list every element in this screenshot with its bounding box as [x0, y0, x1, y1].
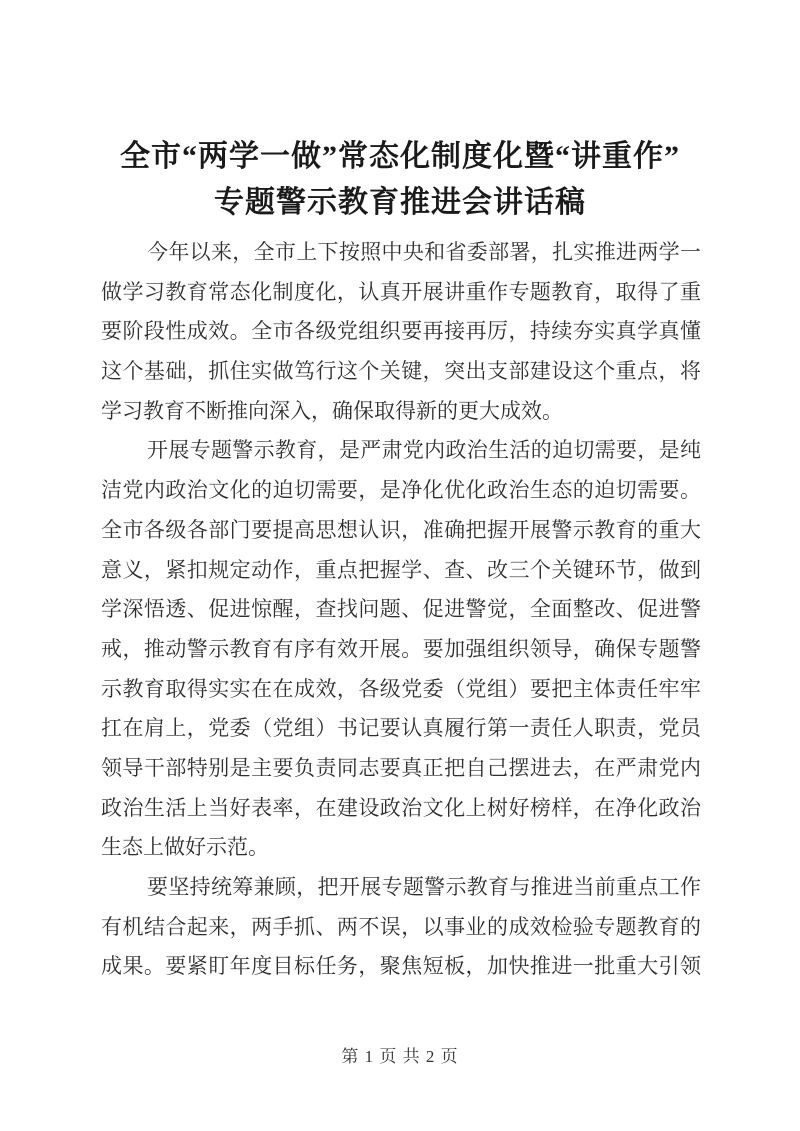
body-line: 学深悟透、促进惊醒，查找问题、促进警觉，全面整改、促进警	[101, 597, 701, 622]
page-footer	[0, 1042, 800, 1067]
document-title	[0, 134, 800, 226]
body-line: 洁党内政治文化的迫切需要，是净化优化政治生态的迫切需要。	[101, 478, 701, 503]
body-line: 开展专题警示教育，是严肃党内政治生活的迫切需要，是纯	[147, 438, 701, 463]
title-line-2: 专题警示教育推进会讲话稿	[214, 186, 586, 219]
document-body	[101, 233, 701, 987]
body-line: 意义，紧扣规定动作，重点把握学、查、改三个关键环节，做到	[101, 557, 701, 582]
body-line: 示教育取得实实在在成效，各级党委（党组）要把主体责任牢牢	[101, 676, 701, 701]
body-line: 成果。要紧盯年度目标任务，聚焦短板，加快推进一批重大引领	[101, 954, 701, 979]
body-line: 今年以来，全市上下按照中央和省委部署，扎实推进两学一	[147, 240, 701, 264]
body-line: 全市各级各部门要提高思想认识，准确把握开展警示教育的重大	[101, 517, 701, 542]
body-line: 要阶段性成效。全市各级党组织要再接再厉，持续夯实真学真懂	[101, 319, 701, 344]
body-line: 做学习教育常态化制度化，认真开展讲重作专题教育，取得了重	[101, 279, 701, 304]
body-line: 政治生活上当好表率，在建设政治文化上树好榜样，在净化政治	[101, 795, 701, 820]
body-line: 生态上做好示范。	[101, 835, 269, 860]
title-line-1: 全市“两学一做”常态化制度化暨“讲重作”	[120, 140, 680, 173]
body-line: 扛在肩上，党委（党组）书记要认真履行第一责任人职责，党员	[101, 716, 701, 741]
paragraph-1	[101, 233, 701, 431]
body-line: 戒，推动警示教育有序有效开展。要加强组织领导，确保专题警	[101, 636, 701, 661]
body-line: 领导干部特别是主要负责同志要真正把自己摆进去，在严肃党内	[101, 755, 701, 780]
page-number: 第 1 页 共 2 页	[341, 1047, 459, 1066]
body-line: 有机结合起来，两手抓、两不误，以事业的成效检验专题教育的	[101, 914, 701, 939]
paragraph-2	[101, 431, 701, 868]
paragraph-3	[101, 868, 701, 987]
body-line: 学习教育不断推向深入，确保取得新的更大成效。	[101, 398, 563, 423]
body-line: 要坚持统筹兼顾，把开展专题警示教育与推进当前重点工作	[147, 875, 701, 899]
body-line: 这个基础，抓住实做笃行这个关键，突出支部建设这个重点，将	[101, 359, 701, 384]
